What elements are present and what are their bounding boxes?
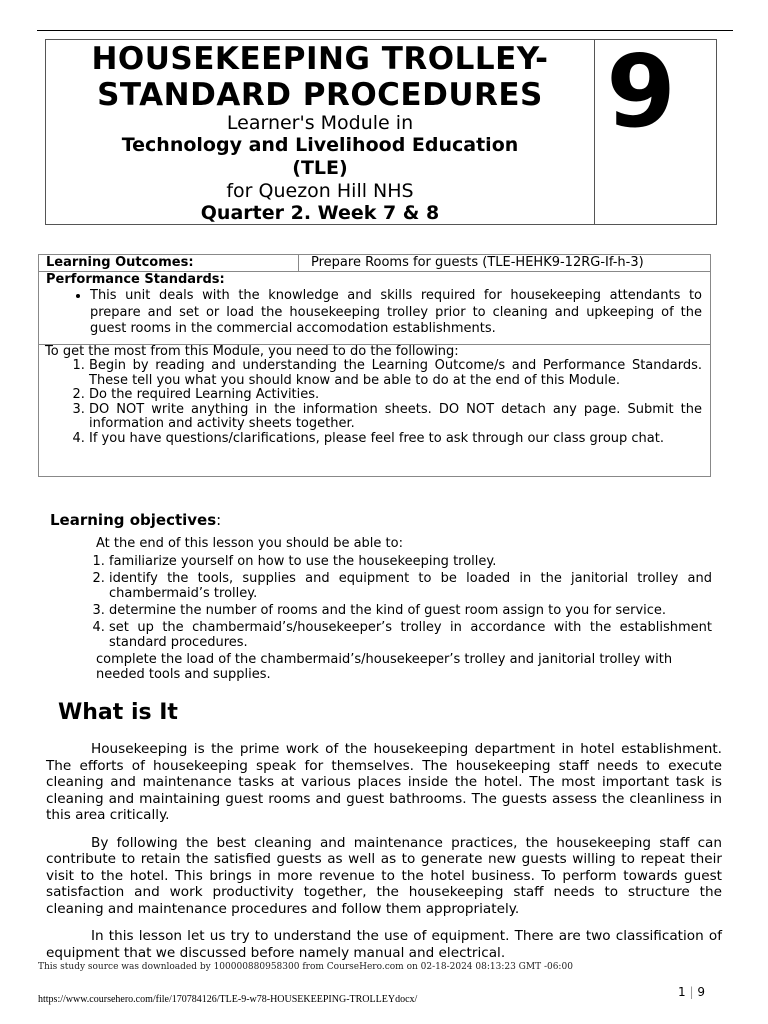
performance-standards [39, 272, 710, 345]
outcomes-label: Learning Outcomes: [39, 255, 299, 271]
module-title-line2: STANDARD PROCEDURES [97, 77, 543, 113]
page-separator: | [689, 985, 694, 999]
header-title-block [46, 40, 594, 224]
list-item: 1. Begin by reading and understanding the Learning Outcome/s and Performance Standards. These tell you what you should know and be able to do at the end of this Module. [89, 359, 702, 388]
module-title-line1: HOUSEKEEPING TROLLEY- [91, 41, 549, 77]
list-item: 3. DO NOT write anything in the information sheets. DO NOT detach any page. Submit the information and activity sheets together. [89, 403, 702, 432]
source-url: https://www.coursehero.com/file/170784126/TLE-9-w78-HOUSEKEEPING-TROLLEYdocx/ [38, 994, 418, 1005]
body-paragraph: In this lesson let us try to understand the use of equipment. There are two classification of equipment that we discussed before namely manual and electrical. [46, 928, 722, 961]
body-paragraph: Housekeeping is the prime work of the housekeeping department in hotel establishment. The efforts of housekeeping speak for themselves. The housekeeping staff needs to execute cleaning and maintenance tasks at various places inside the hotel. The most important task is cleaning and maintaining guest rooms and guest bathrooms. The guests assess the cleanliness in this area critically. [46, 741, 722, 823]
performance-bullet: • This unit deals with the knowledge and skills required for housekeeping attendants to prepare and set or load the housekeeping trolley prior to cleaning and upkeeping of the guest rooms in the commercial accomodation establishments. [90, 288, 702, 338]
objectives-extra: complete the load of the chambermaid’s/housekeeper’s trolley and janitorial trolley with needed tools and supplies. [96, 652, 673, 682]
list-item: 4. set up the chambermaid’s/housekeeper’s trolley in accordance with the establishment standard procedures. [109, 620, 712, 650]
objectives-heading-text: Learning objectives [50, 511, 217, 529]
module-header [45, 33, 717, 225]
objectives-list [92, 554, 712, 650]
what-is-it-body [46, 741, 722, 972]
instructions-intro: To get the most from this Module, you need to do the following: [45, 343, 459, 359]
list-item: 2. Do the required Learning Activities. [89, 388, 702, 403]
list-item: 2. identify the tools, supplies and equipment to be loaded in the janitorial trolley and chambermaid’s trolley. [109, 571, 712, 601]
objectives-intro: At the end of this lesson you should be able to: [96, 536, 403, 551]
list-item: 4. If you have questions/clarifications, please feel free to ask through our class group chat. [89, 432, 702, 447]
quarter-week: Quarter 2. Week 7 & 8 [200, 202, 440, 224]
module-label: Learner's Module in [226, 112, 414, 134]
current-page: 1 [678, 985, 686, 999]
page-number [678, 985, 705, 999]
grade-number: 9 [606, 33, 676, 150]
school-name: for Quezon Hill NHS [226, 180, 414, 202]
subject-line2: (TLE) [292, 157, 348, 179]
objectives-section [92, 536, 712, 682]
what-is-it-heading: What is It [58, 700, 178, 725]
total-pages: 9 [697, 985, 705, 999]
download-watermark: This study source was downloaded by 100000880958300 from CourseHero.com on 02-18-2024 08:13:23 GMT -06:00 [38, 962, 573, 972]
grade-cell [594, 33, 719, 224]
objectives-heading [50, 511, 221, 529]
performance-list [46, 288, 702, 338]
list-item: 3. determine the number of rooms and the kind of guest room assign to you for service. [109, 603, 712, 618]
learning-outcomes-table [38, 254, 711, 477]
list-item: 1. familiarize yourself on how to use the housekeeping trolley. [109, 554, 712, 569]
instructions-list [45, 359, 702, 446]
subject-line1: Technology and Livelihood Education [121, 134, 519, 156]
top-rule [37, 30, 733, 31]
outcomes-value: Prepare Rooms for guests (TLE-HEHK9-12RG-If-h-3) [311, 255, 644, 270]
objectives-heading-colon: : [216, 511, 222, 529]
performance-label: Performance Standards: [46, 272, 225, 287]
module-instructions [39, 345, 710, 477]
outcomes-row [39, 255, 710, 272]
body-paragraph: By following the best cleaning and maintenance practices, the housekeeping staff can contribute to retain the satisfied guests as well as to generate new guests willing to repeat their visit to the hotel. This brings in more revenue to the hotel business. To perform towards guest satisfaction and work productivity together, the housekeeping staff needs to structure the cleaning and maintenance procedures and follow them appropriately. [46, 834, 722, 917]
